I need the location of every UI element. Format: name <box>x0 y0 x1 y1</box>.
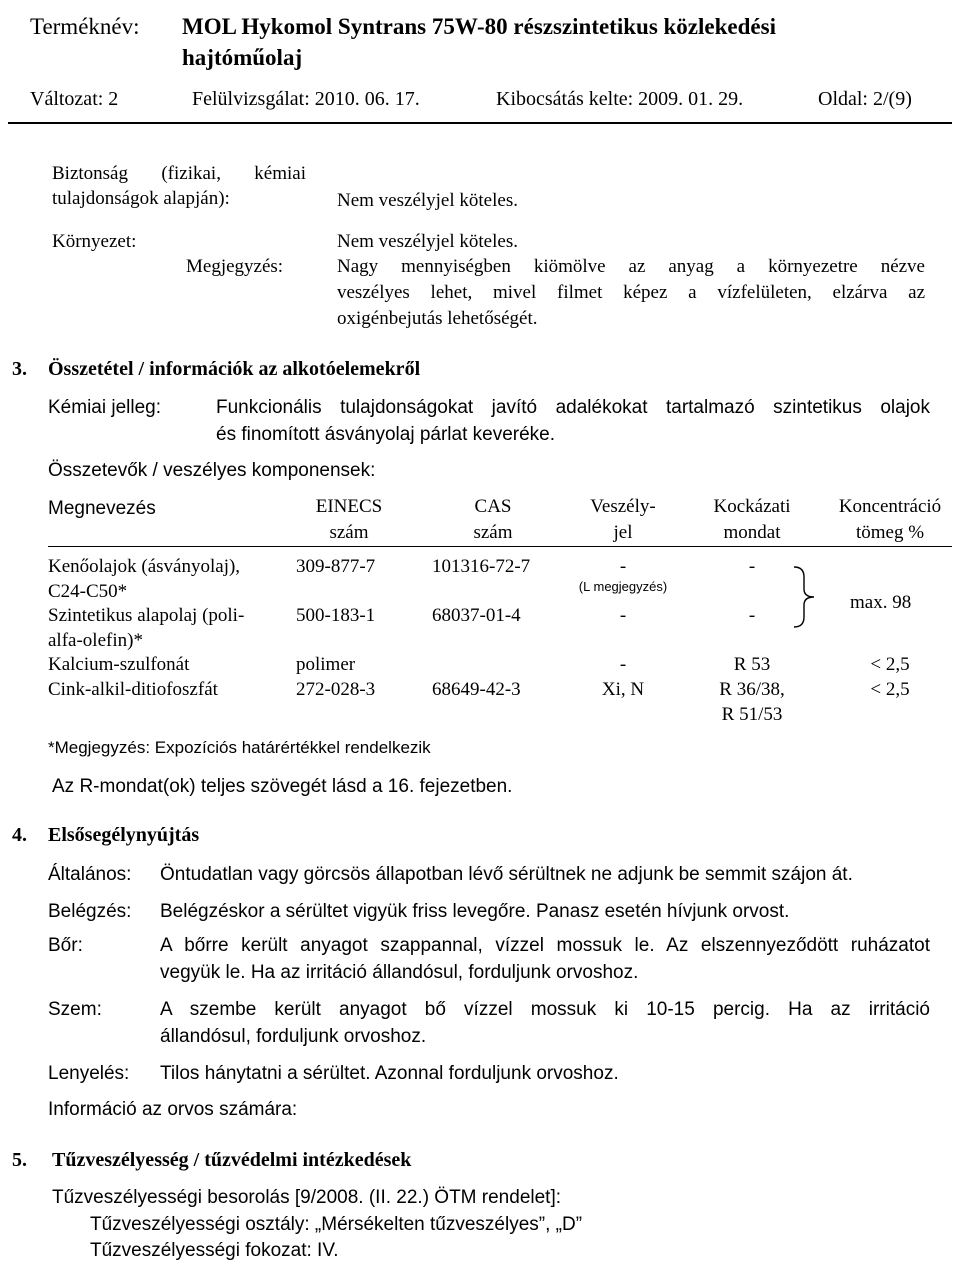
section3-title: Összetétel / információk az alkotóelemekről <box>48 358 421 380</box>
col-header-hazard-2: jel <box>613 522 633 543</box>
r-phrases-reference: Az R-mondat(ok) teljes szövegét lásd a 16. fejezetben. <box>52 776 513 797</box>
row-name-line2: C24-C50* <box>48 581 128 602</box>
col-header-cas: CAS <box>474 496 512 517</box>
ingestion-value: Tilos hánytatni a sérültet. Azonnal forduljunk orvoshoz. <box>160 1063 619 1084</box>
fire-class: Tűzveszélyességi osztály: „Mérsékelten tűzveszélyes”, „D” <box>90 1214 583 1235</box>
environment-value: Nem veszélyjel köteles. <box>337 231 518 252</box>
section5-title: Tűzveszélyesség / tűzvédelmi intézkedések <box>52 1149 412 1171</box>
row-einecs: 500-183-1 <box>296 605 376 626</box>
row-hazard: Xi, N <box>601 679 645 700</box>
row-hazard: - <box>619 605 627 626</box>
row-einecs: 272-028-3 <box>296 679 376 700</box>
row-hazard-note: (L megjegyzés) <box>578 579 668 594</box>
section3-number: 3. <box>12 358 27 380</box>
col-header-cas-2: szám <box>473 522 513 543</box>
row-hazard: - <box>619 556 627 577</box>
row-concentration: < 2,5 <box>870 679 910 700</box>
row-concentration: < 2,5 <box>870 654 910 675</box>
safety-value: Nem veszélyjel köteles. <box>337 190 518 211</box>
col-header-concentration: Koncentráció <box>838 496 942 517</box>
version: Változat: 2 <box>30 88 119 110</box>
header-divider <box>8 122 952 124</box>
chemical-nature-value: Funkcionális tulajdonságokat javító adalékokat tartalmazó szintetikus olajok <box>216 397 930 418</box>
group-concentration: max. 98 <box>850 592 912 613</box>
row-risk: - <box>748 556 756 577</box>
row-risk: - <box>748 605 756 626</box>
safety-label-line2: tulajdonságok alapján): <box>52 188 230 209</box>
skin-value-line2: vegyük le. Ha az irritáció állandósul, forduljunk orvoshoz. <box>160 962 639 983</box>
page-number: Oldal: 2/(9) <box>818 88 912 110</box>
chemical-nature-label: Kémiai jelleg: <box>48 397 161 418</box>
note-line: Nagy mennyiségben kiömölve az anyag a környezetre nézve <box>337 256 925 277</box>
section4-number: 4. <box>12 824 27 846</box>
row-name: Kalcium-szulfonát <box>48 654 190 675</box>
row-risk: R 53 <box>733 654 771 675</box>
row-name: Szintetikus alapolaj (poli- <box>48 605 245 626</box>
ingestion-label: Lenyelés: <box>48 1063 130 1084</box>
general-value: Öntudatlan vagy görcsös állapotban lévő sérültnek ne adjunk be semmit szájon át. <box>160 864 853 885</box>
row-cas: 68649-42-3 <box>432 679 521 700</box>
row-cas: 101316-72-7 <box>432 556 531 577</box>
note-label: Megjegyzés: <box>186 256 284 277</box>
row-name: Cink-alkil-ditiofoszfát <box>48 679 218 700</box>
row-einecs: 309-877-7 <box>296 556 376 577</box>
eye-value: A szembe került anyagot bő vízzel mossuk ki 10-15 percig. Ha az irritáció <box>160 999 930 1020</box>
components-label: Összetevők / veszélyes komponensek: <box>48 460 376 481</box>
col-header-einecs-2: szám <box>329 522 369 543</box>
product-label: Terméknév: <box>30 14 140 39</box>
table-header-divider <box>48 546 952 547</box>
section5-number: 5. <box>12 1149 27 1171</box>
col-header-hazard: Veszély- <box>590 496 656 517</box>
col-header-risk-2: mondat <box>723 522 781 543</box>
row-risk: R 36/38, <box>719 679 785 700</box>
revision-date: Felülvizsgálat: 2010. 06. 17. <box>192 88 420 110</box>
row-risk-line2: R 51/53 <box>721 704 783 725</box>
product-name: MOL Hykomol Syntrans 75W-80 részszintetikus közlekedési <box>182 14 776 39</box>
col-header-name: Megnevezés <box>48 498 156 519</box>
col-header-concentration-2: tömeg % <box>855 522 925 543</box>
doctor-info-label: Információ az orvos számára: <box>48 1099 298 1120</box>
row-cas: 68037-01-4 <box>432 605 521 626</box>
group-brace-icon <box>790 565 820 629</box>
fire-classification: Tűzveszélyességi besorolás [9/2008. (II. 22.) ÖTM rendelet]: <box>52 1187 562 1208</box>
eye-value-line2: állandósul, forduljunk orvoshoz. <box>160 1026 427 1047</box>
safety-label: Biztonság (fizikai, kémiai <box>52 163 306 184</box>
product-name-line2: hajtóműolaj <box>182 45 303 70</box>
skin-label: Bőr: <box>48 935 83 956</box>
row-hazard: - <box>619 654 627 675</box>
row-name: Kenőolajok (ásványolaj), <box>48 556 241 577</box>
col-header-einecs: EINECS <box>315 496 383 517</box>
note-line: veszélyes lehet, mivel filmet képez a vízfelületen, elzárva az <box>337 282 925 303</box>
inhalation-label: Belégzés: <box>48 901 132 922</box>
environment-label: Környezet: <box>52 231 137 252</box>
inhalation-value: Belégzéskor a sérültet vigyük friss levegőre. Panasz esetén hívjunk orvost. <box>160 901 790 922</box>
general-label: Általános: <box>48 864 132 885</box>
col-header-risk: Kockázati <box>713 496 791 517</box>
row-einecs: polimer <box>296 654 356 675</box>
fire-level: Tűzveszélyességi fokozat: IV. <box>90 1240 339 1261</box>
section4-title: Elsősegélynyújtás <box>48 824 200 846</box>
chemical-nature-value-line2: és finomított ásványolaj párlat keveréke. <box>216 424 556 445</box>
table-footnote: *Megjegyzés: Expozíciós határértékkel rendelkezik <box>48 738 431 757</box>
skin-value: A bőrre került anyagot szappannal, vízzel mossuk le. Az elszennyeződött ruházatot <box>160 935 930 956</box>
row-name-line2: alfa-olefin)* <box>48 630 143 651</box>
eye-label: Szem: <box>48 999 102 1020</box>
issue-date: Kibocsátás kelte: 2009. 01. 29. <box>496 88 744 110</box>
note-line: oxigénbejutás lehetőségét. <box>337 308 538 329</box>
